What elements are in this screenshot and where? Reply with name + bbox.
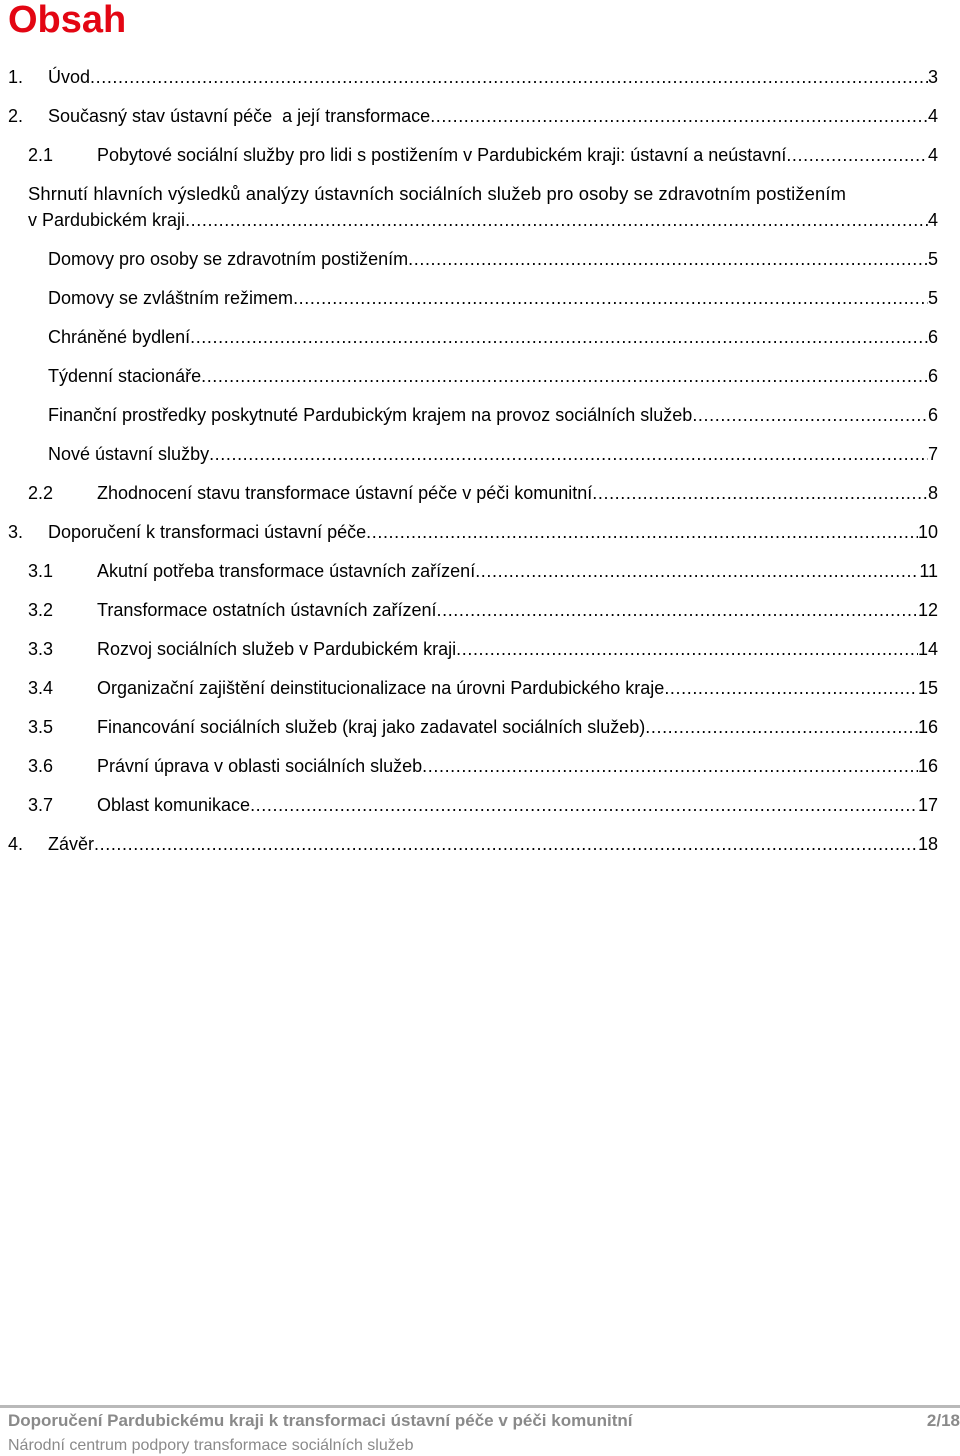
toc-entry-title: Závěr — [48, 834, 95, 854]
toc-entry-title: Zhodnocení stavu transformace ústavní péče v péči komunitní — [97, 483, 593, 503]
toc-entry-number: 3.3 — [28, 639, 54, 659]
toc-entry-page: 11 — [919, 561, 938, 581]
toc-entry-page: 4 — [927, 145, 938, 165]
toc-entry[interactable] — [0, 325, 938, 349]
dot-leader — [94, 832, 918, 856]
toc-entry-page: 16 — [917, 717, 938, 737]
toc-entry-title: Týdenní stacionáře — [48, 366, 202, 386]
page-title: Obsah — [8, 0, 127, 41]
toc-entry-number: 3.6 — [28, 756, 54, 776]
toc-entry-page: 5 — [927, 288, 938, 308]
toc-entry-page: 7 — [927, 444, 938, 464]
toc-entry[interactable] — [0, 247, 938, 271]
toc-entry-page: 4 — [927, 210, 938, 230]
toc-entry-page: 8 — [927, 483, 938, 503]
toc-entry[interactable] — [0, 65, 938, 89]
toc-entry-page: 17 — [917, 795, 938, 815]
toc-entry-number: 2.2 — [28, 483, 54, 503]
toc-entry[interactable] — [0, 143, 938, 167]
toc-entry-title: Pobytové sociální služby pro lidi s postižením v Pardubickém kraji: ústavní a neústavní — [97, 145, 787, 165]
toc-entry-page: 12 — [917, 600, 938, 620]
dot-leader — [456, 637, 918, 661]
toc-entry-number: 3. — [8, 522, 24, 542]
toc-entry[interactable] — [0, 832, 938, 856]
toc-entry-title: Úvod — [48, 67, 91, 87]
dot-leader — [592, 481, 928, 505]
toc-entry-number: 3.2 — [28, 600, 54, 620]
toc-entry-page: 10 — [917, 522, 938, 542]
dot-leader — [190, 325, 928, 349]
toc-entry-title: Oblast komunikace — [97, 795, 251, 815]
toc-entry-number: 3.4 — [28, 678, 54, 698]
toc-entry-title: Doporučení k transformaci ústavní péče — [48, 522, 367, 542]
dot-leader — [250, 793, 918, 817]
dot-leader — [475, 559, 919, 583]
dot-leader — [366, 520, 918, 544]
dot-leader — [430, 104, 928, 128]
toc-entry[interactable] — [0, 598, 938, 622]
toc-entry-number: 2.1 — [28, 145, 54, 165]
dot-leader — [209, 442, 928, 466]
toc-entry-title: Nové ústavní služby — [48, 444, 210, 464]
toc-entry-page: 6 — [927, 366, 938, 386]
dot-leader — [664, 676, 918, 700]
dot-leader — [786, 143, 928, 167]
toc-entry-page: 4 — [927, 106, 938, 126]
dot-leader — [201, 364, 928, 388]
toc-entry-title: v Pardubickém kraji — [28, 210, 186, 230]
dot-leader — [645, 715, 918, 739]
toc-entry[interactable] — [0, 520, 938, 544]
toc-entry[interactable] — [0, 481, 938, 505]
toc-entry[interactable] — [0, 364, 938, 388]
toc-entry-title: Finanční prostředky poskytnuté Pardubickým krajem na provoz sociálních služeb — [48, 405, 693, 425]
toc-entry-number: 4. — [8, 834, 24, 854]
dot-leader — [692, 403, 928, 427]
toc-entry-title: Chráněné bydlení — [48, 327, 191, 347]
toc-entry-page: 18 — [917, 834, 938, 854]
toc-entry-title: Domovy se zvláštním režimem — [48, 288, 294, 308]
footer-divider — [0, 1405, 960, 1408]
toc-entry[interactable] — [0, 442, 938, 466]
toc-entry[interactable] — [0, 793, 938, 817]
toc-entry-title: Domovy pro osoby se zdravotním postižením — [48, 249, 409, 269]
toc-entry-number: 2. — [8, 106, 24, 126]
toc-entry[interactable] — [0, 559, 938, 583]
toc-entry-title: Právní úprava v oblasti sociálních služeb — [97, 756, 423, 776]
toc-entry-page: 3 — [927, 67, 938, 87]
toc-entry-title: Akutní potřeba transformace ústavních zařízení — [97, 561, 476, 581]
toc-entry-title: Současný stav ústavní péče a její transformace — [48, 106, 431, 126]
dot-leader — [293, 286, 928, 310]
dot-leader — [90, 65, 928, 89]
toc-entry-page: 15 — [917, 678, 938, 698]
toc-entry[interactable] — [0, 403, 938, 427]
toc-entry-title: Transformace ostatních ústavních zařízení — [97, 600, 437, 620]
footer-page-number: 2/18 — [926, 1411, 960, 1430]
toc-entry-title-line1: Shrnutí hlavních výsledků analýzy ústavních sociálních služeb pro osoby se zdravotním postižením — [28, 183, 847, 204]
toc-entry-title: Rozvoj sociálních služeb v Pardubickém kraji — [97, 639, 457, 659]
toc-entry-title: Organizační zajištění deinstitucionalizace na úrovni Pardubického kraje — [97, 678, 665, 698]
toc-entry[interactable] — [0, 286, 938, 310]
toc-entry[interactable] — [0, 104, 938, 128]
toc-entry[interactable] — [0, 715, 938, 739]
toc-entry[interactable] — [0, 676, 938, 700]
dot-leader — [408, 247, 928, 271]
toc-entry-title: Financování sociálních služeb (kraj jako zadavatel sociálních služeb) — [97, 717, 646, 737]
toc-entry-page: 5 — [927, 249, 938, 269]
dot-leader — [185, 208, 928, 232]
dot-leader — [422, 754, 918, 778]
toc-entry[interactable] — [0, 754, 938, 778]
toc-entry-page: 16 — [917, 756, 938, 776]
toc-entry-number: 3.7 — [28, 795, 54, 815]
footer-document-title: Doporučení Pardubickému kraji k transformaci ústavní péče v péči komunitní — [8, 1411, 633, 1430]
toc-entry-number: 3.5 — [28, 717, 54, 737]
footer-organization: Národní centrum podpory transformace sociálních služeb — [8, 1437, 414, 1454]
toc-entry-number: 3.1 — [28, 561, 54, 581]
toc-entry-page: 14 — [917, 639, 938, 659]
toc-entry-number: 1. — [8, 67, 24, 87]
toc-entry[interactable] — [0, 637, 938, 661]
toc-entry[interactable] — [0, 182, 938, 238]
toc-entry-page: 6 — [927, 327, 938, 347]
dot-leader — [437, 598, 918, 622]
toc-entry-page: 6 — [927, 405, 938, 425]
